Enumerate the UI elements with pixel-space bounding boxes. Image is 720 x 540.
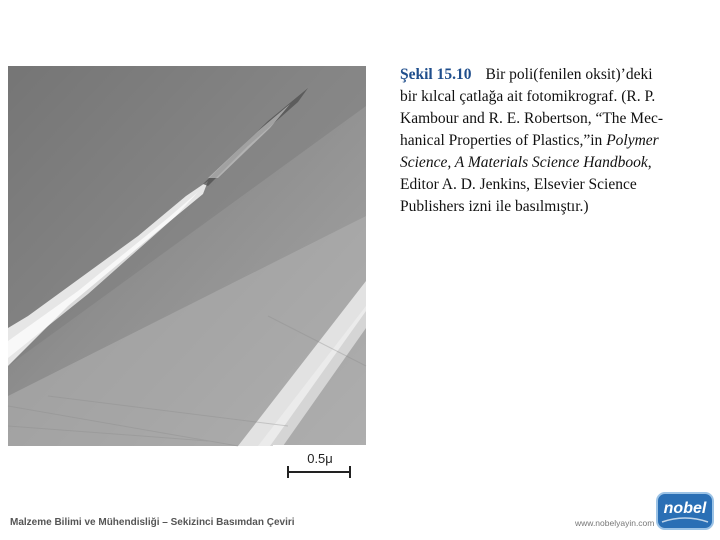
caption-line-5-italic: Science, A Materials Science Handbook (400, 154, 648, 171)
caption-line-4-text: hanical Properties of Plastics,”in (400, 132, 607, 149)
caption-line-4-italic: Polymer (606, 132, 659, 149)
caption-line-4 (400, 130, 712, 152)
logo-text: nobel (663, 500, 707, 517)
footer-book-title: Malzeme Bilimi ve Mühendisliği – Sekizinci Basımdan Çeviri (10, 517, 295, 528)
caption-line-1 (400, 64, 712, 86)
caption-line-1-text: Bir poli(fenilen oksit)’deki (485, 66, 653, 83)
scale-bar (273, 445, 367, 495)
caption-line-6: Editor A. D. Jenkins, Elsevier Science (400, 176, 637, 193)
footer-url: www.nobelyayin.com (575, 518, 655, 528)
caption-line-5-text: , (647, 154, 652, 171)
scale-bar-cap-right (349, 466, 351, 478)
caption-line-7: Publishers izni ile basılmıştır.) (400, 198, 589, 215)
scale-bar-label: 0.5μ (307, 451, 333, 466)
caption-line-2: bir kılcal çatlağa ait fotomikrograf. (R. P. (400, 88, 656, 105)
scale-bar-line (287, 471, 351, 473)
publisher-logo (656, 492, 714, 530)
caption-line-3: Kambour and R. E. Robertson, “The Mec- (400, 110, 664, 127)
caption-title: Şekil 15.10 (400, 66, 472, 83)
caption-line-5 (400, 152, 712, 174)
figure-caption (400, 64, 712, 218)
micrograph-graphic (8, 66, 366, 446)
micrograph-image (8, 66, 366, 466)
